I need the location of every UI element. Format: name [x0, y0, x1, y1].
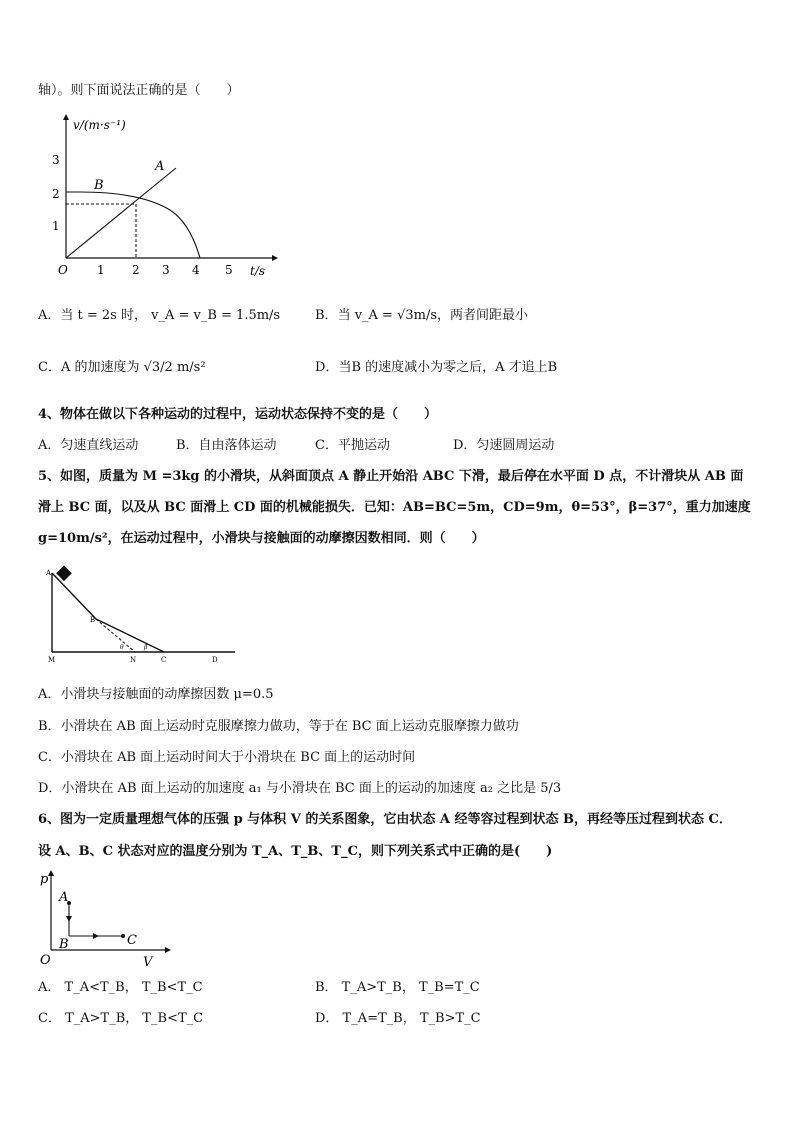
q4-option-a: A．匀速直线运动	[38, 438, 139, 453]
q4-option-c: C．平抛运动	[315, 438, 390, 453]
x-axis-label: t/s	[250, 264, 266, 278]
q3-option-c-letter: C．	[38, 360, 61, 375]
q4-option-d: D．匀速圆周运动	[453, 438, 555, 453]
y-tick-2: 2	[52, 187, 60, 201]
theta-label: θ	[120, 644, 124, 651]
q3-option-b	[315, 307, 528, 325]
q5-stem-line-1: 5、如图，质量为 M =3kg 的小滑块，从斜面顶点 A 静止开始沿 ABC 下滑，最后停在水平面 D 点，不计滑块从 AB 面	[38, 469, 744, 484]
q5-stem-line-2: 滑上 BC 面，以及从 BC 面滑上 CD 面的机械能损失．已知：AB=BC=5m，CD=9m，θ=53°，β=37°，重力加速度	[38, 500, 751, 515]
y-tick-3: 3	[52, 153, 60, 167]
incline-figure	[40, 563, 240, 668]
q6-option-b: B． T_A>T_B， T_B=T_C	[315, 980, 480, 995]
q5-option-b: B．小滑块在 AB 面上运动时克服摩擦力做功，等于在 BC 面上运动克服摩擦力做功	[38, 719, 519, 734]
point-n-label: N	[130, 656, 137, 664]
point-b-label: B	[90, 616, 96, 624]
slider-block	[56, 566, 72, 582]
q3-option-a-letter: A．	[38, 308, 61, 323]
q5-option-d: D．小滑块在 AB 面上运动的加速度 a₁ 与小滑块在 BC 面上的运动的加速度 a₂ 之比是 5/3	[38, 781, 562, 796]
q5-option-c: C．小滑块在 AB 面上运动时间大于小滑块在 BC 面上的运动时间	[38, 750, 416, 765]
q3-option-b-letter: B．	[315, 308, 338, 323]
beta-label: β	[144, 644, 148, 651]
vt-graph	[40, 108, 280, 283]
point-c-label: C	[161, 656, 167, 664]
pv-figure	[35, 868, 175, 972]
q3-option-b-text: 当 v_A = √3m/s，两者间距最小	[337, 308, 529, 323]
p-axis-label: p	[40, 872, 49, 887]
q6-option-d: D． T_A=T_B， T_B>T_C	[315, 1011, 481, 1026]
q3-option-d-letter: D．	[315, 360, 339, 375]
point-a-label: A	[46, 569, 52, 577]
point-m-label: M	[48, 656, 56, 664]
origin-label: O	[58, 263, 68, 277]
state-c-label: C	[127, 933, 137, 948]
line-a	[66, 168, 176, 258]
q5-option-a: A．小滑块与接触面的动摩擦因数 μ=0.5	[38, 687, 274, 702]
y-axis-label: v/(m·s⁻¹)	[73, 118, 126, 132]
state-a-label: A	[59, 890, 69, 905]
q6-stem-line-2: 设 A、B、C 状态对应的温度分别为 T_A、T_B、T_C，则下列关系式中正确的是( )	[38, 844, 553, 859]
q3-option-d	[315, 359, 557, 377]
q3-option-c-text: A 的加速度为 √3/2 m/s²	[60, 360, 206, 375]
x-tick-5: 5	[225, 263, 233, 277]
curve-b-label: B	[94, 178, 104, 193]
line-a-label: A	[155, 159, 165, 174]
q6-stem-line-1: 6、图为一定质量理想气体的压强 p 与体积 V 的关系图象，它由状态 A 经等容过程到状态 B，再经等压过程到状态 C．	[38, 812, 732, 827]
q3-option-c	[38, 359, 206, 377]
x-tick-4: 4	[192, 263, 200, 277]
origin-o-label: O	[40, 953, 51, 968]
q6-option-a: A． T_A<T_B， T_B<T_C	[38, 980, 203, 995]
x-tick-1: 1	[97, 263, 105, 277]
q3-option-a	[38, 307, 280, 325]
v-axis-label: V	[143, 955, 153, 970]
q4-stem: 4、物体在做以下各种运动的过程中，运动状态保持不变的是（ ）	[38, 407, 438, 422]
x-tick-3: 3	[162, 263, 170, 277]
q3-option-a-text: 当 t = 2s 时， v_A = v_B = 1.5m/s	[60, 308, 281, 323]
q4-option-b: B．自由落体运动	[176, 438, 277, 453]
q6-option-c: C． T_A>T_B， T_B<T_C	[38, 1011, 204, 1026]
y-tick-1: 1	[52, 219, 60, 233]
state-c-point	[121, 934, 125, 938]
q3-intro: 轴）。则下面说法正确的是（ ）	[38, 83, 240, 98]
curve-b	[66, 192, 200, 258]
q5-stem-line-3: g=10m/s²，在运动过程中，小滑块与接触面的动摩擦因数相同．则（ ）	[38, 531, 485, 546]
point-d-label: D	[212, 656, 218, 664]
state-b-label: B	[59, 937, 69, 952]
q3-option-d-text: 当B 的速度减小为零之后，A 才追上B	[338, 360, 558, 375]
x-tick-2: 2	[132, 263, 140, 277]
